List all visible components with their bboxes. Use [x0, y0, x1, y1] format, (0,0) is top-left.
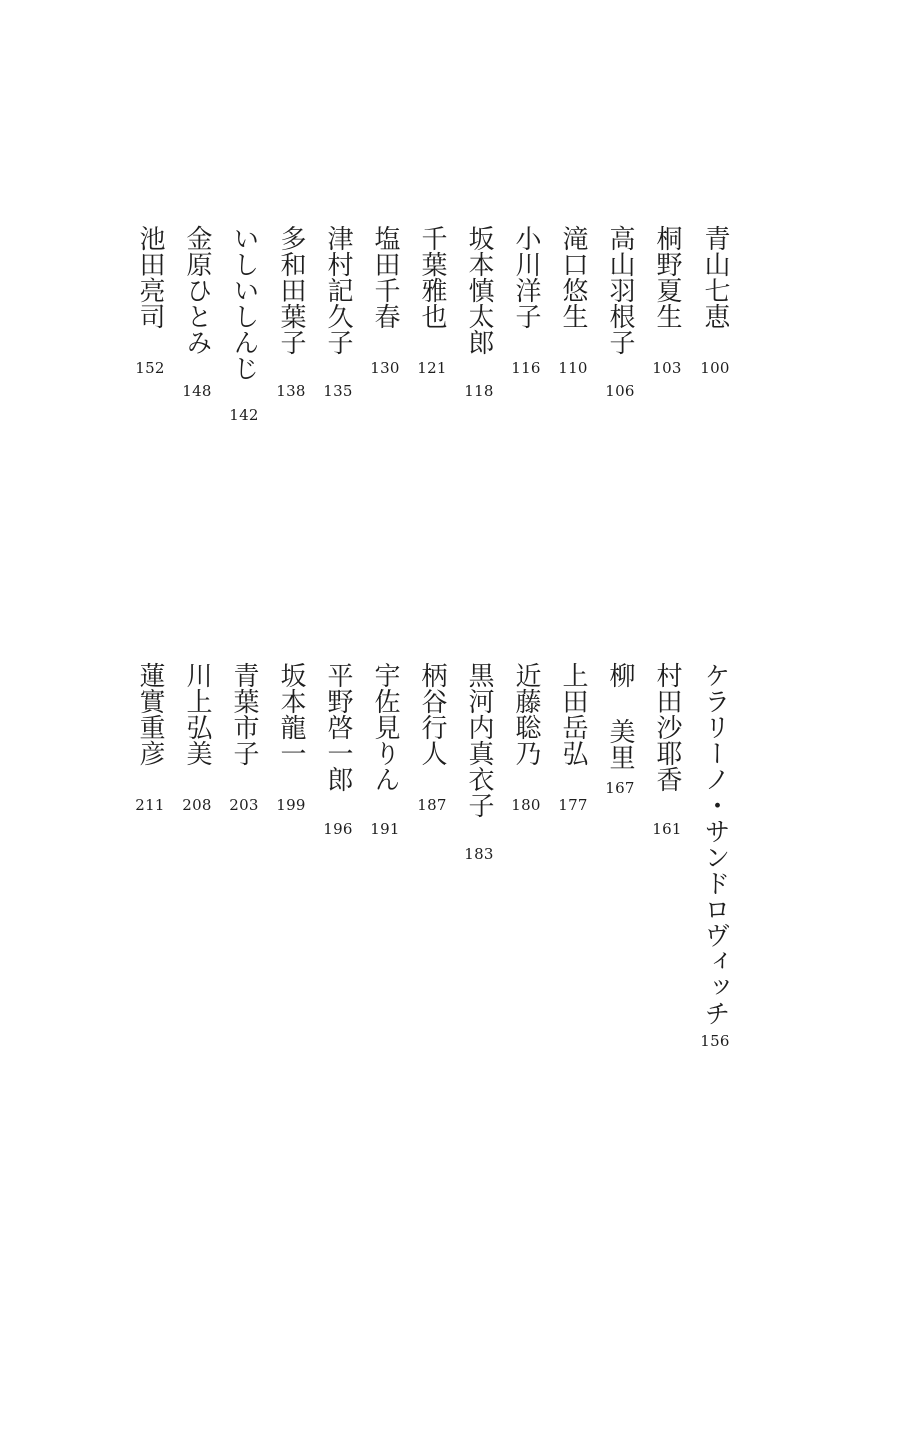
page-number: 208: [182, 796, 212, 814]
author-name: 金原ひとみ: [182, 225, 212, 355]
page-number: 130: [370, 359, 400, 377]
page-number: 211: [135, 796, 165, 814]
page-number: 156: [700, 1032, 730, 1050]
author-name: 村田沙耶香: [652, 662, 682, 792]
page-number: 177: [558, 796, 588, 814]
author-name: 川上弘美: [182, 662, 212, 766]
page-number: 142: [229, 406, 259, 424]
author-name: いしいしんじ: [229, 225, 259, 381]
author-name: 平野啓一郎: [323, 662, 353, 792]
page-number: 116: [511, 359, 541, 377]
page-number: 121: [417, 359, 447, 377]
author-name: 滝口悠生: [558, 225, 588, 329]
page-number: 148: [182, 382, 212, 400]
author-name: 千葉雅也: [417, 225, 447, 329]
author-name: 坂本龍一: [276, 662, 306, 766]
page-number: 135: [323, 382, 353, 400]
page-number: 100: [700, 359, 730, 377]
page-number: 203: [229, 796, 259, 814]
page-number: 196: [323, 820, 353, 838]
author-name: 黒河内真衣子: [464, 662, 494, 818]
page-number: 103: [652, 359, 682, 377]
author-name: 青葉市子: [229, 662, 259, 766]
author-name: 蓮實重彦: [135, 662, 165, 766]
page-number: 161: [652, 820, 682, 838]
page-number: 167: [605, 779, 635, 797]
author-name: 青山七恵: [700, 225, 730, 329]
author-name: 高山羽根子: [605, 225, 635, 355]
page-number: 138: [276, 382, 306, 400]
author-name: 坂本慎太郎: [464, 225, 494, 355]
page-number: 199: [276, 796, 306, 814]
page-number: 110: [558, 359, 588, 377]
page-number: 180: [511, 796, 541, 814]
author-name: 柄谷行人: [417, 662, 447, 766]
page-number: 152: [135, 359, 165, 377]
author-name: 多和田葉子: [276, 225, 306, 355]
page-number: 118: [464, 382, 494, 400]
author-name: 小川洋子: [511, 225, 541, 329]
author-name: 宇佐見りん: [370, 662, 400, 792]
author-name: 桐野夏生: [652, 225, 682, 329]
author-name: 津村記久子: [323, 225, 353, 355]
author-name: ケラリーノ・サンドロヴィッチ: [700, 662, 730, 1026]
page-number: 106: [605, 382, 635, 400]
author-name: 近藤聡乃: [511, 662, 541, 766]
page-number: 183: [464, 845, 494, 863]
author-name: 柳 美里: [605, 662, 635, 770]
page-number: 191: [370, 820, 400, 838]
author-name: 塩田千春: [370, 225, 400, 329]
author-name: 池田亮司: [135, 225, 165, 329]
author-name: 上田岳弘: [558, 662, 588, 766]
page-number: 187: [417, 796, 447, 814]
